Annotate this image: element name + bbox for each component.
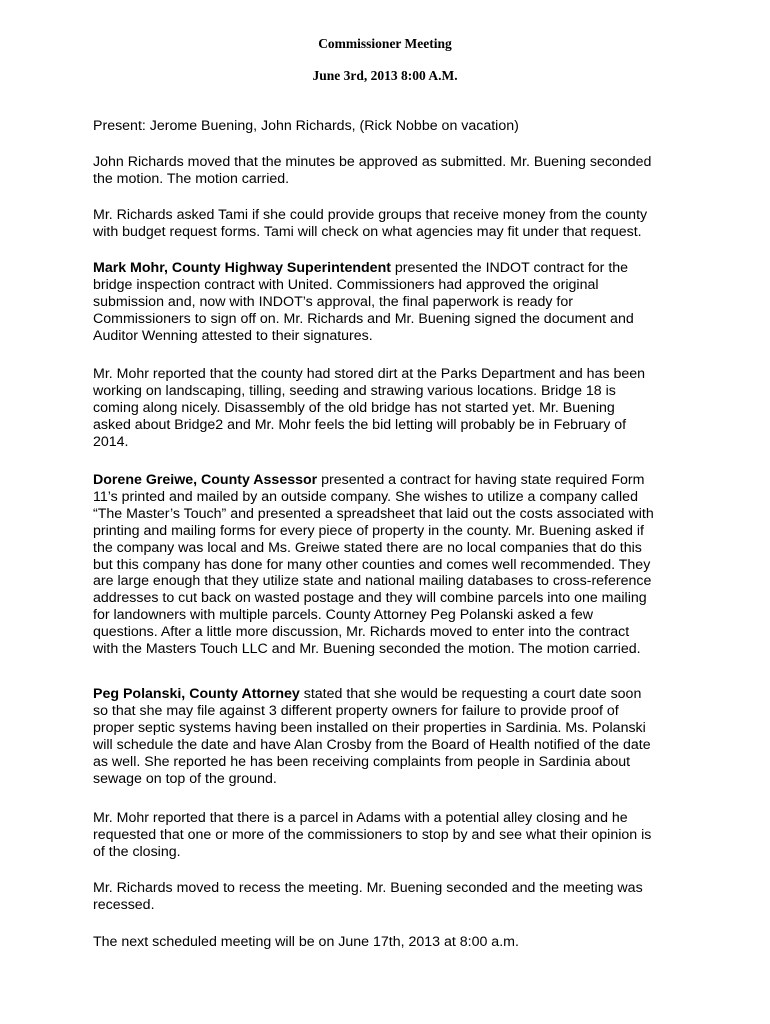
county-assessor-paragraph bbox=[93, 472, 733, 658]
next-meeting-paragraph bbox=[93, 934, 733, 951]
paragraph-text: Mr. Richards moved to recess the meeting. Mr. Buening seconded and the meeting was recessed. bbox=[93, 880, 643, 913]
attendance-paragraph bbox=[93, 118, 733, 135]
paragraph-text: Mr. Richards asked Tami if she could provide groups that receive money from the county with budget request forms. Tami will check on what agencies may fit under that request. bbox=[93, 207, 648, 240]
highway-superintendent-paragraph bbox=[93, 260, 733, 345]
paragraph-text: stated that she would be requesting a court date soon so that she may file against 3 different property owners for failure to provide proof of proper septic systems having been installed on their properties in Sardinia. Ms. Polanski will schedule the date and have Alan Crosby from the Board of Health notified of the date as well. She reported he has been receiving complaints from people in Sardinia about sewage on top of the ground. bbox=[93, 686, 651, 787]
document-title: Commissioner Meeting bbox=[318, 36, 452, 51]
alley-closing-paragraph bbox=[93, 810, 733, 861]
paragraph-text: presented a contract for having state required Form 11’s printed and mailed by an outside company. She wishes to utilize a company called “The Master’s Touch” and presented a spreadsheet that laid out the costs associated with printing and mailing forms for every piece of property in the county. Mr. Buening asked if the company was local and Ms. Greiwe stated there are no local companies that do this but this company has done for many other counties and comes well recommended. They are large enough that they utilize state and national mailing databases to cross-reference addresses to cut back on wasted postage and they will combine parcels into one mailing for landowners with multiple parcels. County Attorney Peg Polanski asked a few questions. After a little more discussion, Mr. Richards moved to enter into the contract with the Masters Touch LLC and Mr. Buening seconded the motion. The motion carried. bbox=[93, 472, 654, 658]
county-attorney-paragraph bbox=[93, 686, 733, 787]
recess-paragraph bbox=[93, 880, 733, 914]
paragraph-text: The next scheduled meeting will be on June 17th, 2013 at 8:00 a.m. bbox=[93, 934, 519, 950]
meeting-date: June 3rd, 2013 8:00 A.M. bbox=[312, 68, 458, 83]
speaker-name: Dorene Greiwe, County Assessor bbox=[93, 472, 318, 488]
paragraph-text: John Richards moved that the minutes be approved as submitted. Mr. Buening seconded the motion. The motion carried. bbox=[93, 154, 652, 187]
budget-request-paragraph bbox=[93, 207, 733, 241]
parks-bridge-paragraph bbox=[93, 366, 733, 451]
speaker-name: Peg Polanski, County Attorney bbox=[93, 686, 300, 702]
paragraph-text: Mr. Mohr reported that there is a parcel in Adams with a potential alley closing and he requested that one or more of the commissioners to stop by and see what their opinion is of the closing. bbox=[93, 810, 652, 860]
paragraph-text: Present: Jerome Buening, John Richards, (Rick Nobbe on vacation) bbox=[93, 118, 519, 134]
paragraph-text: Mr. Mohr reported that the county had stored dirt at the Parks Department and has been working on landscaping, tilling, seeding and strawing various locations. Bridge 18 is coming along nicely. Disassembly of the old bridge has not started yet. Mr. Buening asked about Bridge2 and Mr. Mohr feels the bid letting will probably be in February of 2014. bbox=[93, 366, 646, 450]
paragraph-text: presented the INDOT contract for the bridge inspection contract with United. Commissioners had approved the original submission and, now with INDOT’s approval, the final paperwork is ready for Commissioners to sign off on. Mr. Richards and Mr. Buening signed the document and Auditor Wenning attested to their signatures. bbox=[93, 260, 634, 344]
speaker-name: Mark Mohr, County Highway Superintendent bbox=[93, 260, 391, 276]
minutes-approval-paragraph bbox=[93, 154, 733, 188]
